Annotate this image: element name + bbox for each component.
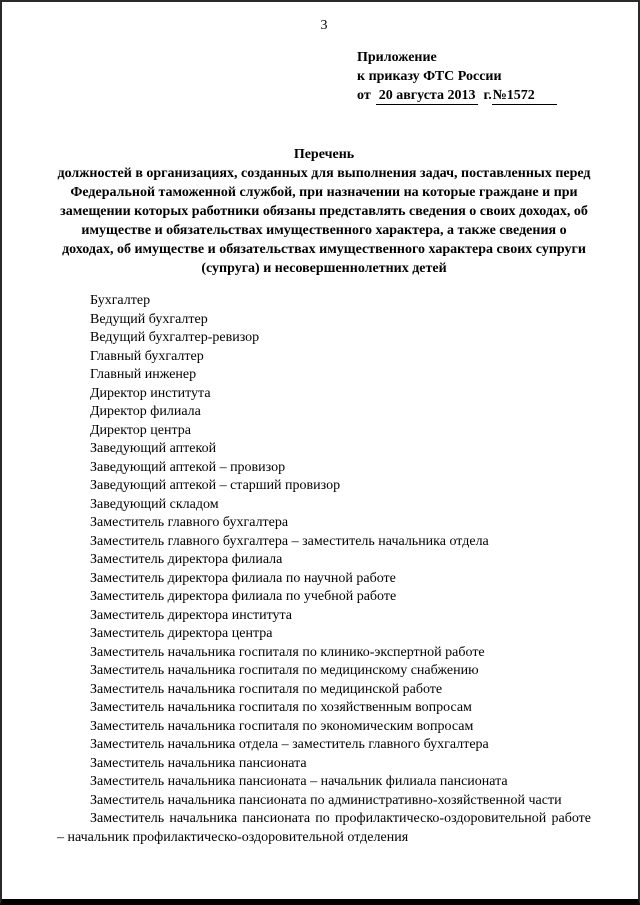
position-item: Ведущий бухгалтер [90, 311, 208, 327]
position-item: Директор центра [90, 422, 192, 438]
position-item: Заведующий аптекой – старший провизор [90, 478, 341, 493]
position-item: Заместитель начальника пансионата по административно-хозяйственной части [90, 792, 562, 808]
title-body: должностей в организациях, созданных для выполнения задач, поставленных перед Федеральной таможенной службой, при назначении на которые граждане и при замещении которых работники обязаны представлять сведения о своих доходах, об имуществе и обязательствах имущественного характера, а также сведения о доходах, об имуществе и обязательствах имущественного характера своих супруги (супруга) и несовершеннолетних детей [57, 166, 591, 276]
position-item: Заместитель начальника пансионата по профилактическо-оздоровительной работе – начальник профилактическо-оздоровительной отделения [57, 811, 591, 845]
position-item: Заведующий аптекой [90, 441, 217, 456]
position-item: Ведущий бухгалтер-ревизор [90, 330, 260, 345]
appendix-year-suffix: г. [483, 88, 492, 103]
position-item: Заведующий аптекой – провизор [90, 459, 286, 475]
position-item: Заместитель главного бухгалтера – заместитель начальника отдела [90, 533, 489, 549]
position-item: Директор филиала [90, 404, 201, 419]
position-item: Заместитель начальника госпиталя по клинико-экспертной работе [90, 644, 485, 660]
page-number: 3 [320, 18, 328, 33]
position-item: Заместитель директора института [90, 607, 293, 623]
appendix-line-2: к приказу ФТС России [357, 69, 502, 84]
position-item: Директор института [90, 385, 211, 401]
position-item: Заместитель директора филиала по учебной работе [90, 589, 397, 604]
position-item: Заместитель главного бухгалтера [90, 515, 289, 530]
position-item: Заведующий складом [90, 496, 219, 512]
position-item: Заместитель начальника госпиталя по медицинской работе [90, 681, 443, 697]
position-item: Бухгалтер [90, 293, 151, 308]
position-item: Заместитель начальника пансионата – начальник филиала пансионата [90, 774, 508, 789]
appendix-order-number: №1572 [492, 88, 557, 105]
position-item: Главный инженер [90, 367, 197, 382]
positions-list [57, 292, 591, 847]
position-item: Заместитель начальника госпиталя по хозяйственным вопросам [90, 700, 472, 715]
appendix-date-prefix: от [357, 88, 371, 103]
appendix-date-value: 20 августа 2013 [376, 88, 479, 105]
appendix-line-3 [357, 86, 591, 105]
appendix-line-1: Приложение [357, 50, 437, 65]
title-heading: Перечень [293, 147, 355, 162]
position-item: Заместитель начальника отдела – заместитель главного бухгалтера [90, 737, 489, 752]
position-item: Заместитель начальника госпиталя по экономическим вопросам [90, 718, 474, 734]
position-item: Главный бухгалтер [90, 348, 204, 364]
document-title [57, 145, 591, 278]
position-item: Заместитель директора филиала [90, 552, 283, 567]
position-item: Заместитель директора филиала по научной работе [90, 570, 396, 586]
position-item: Заместитель начальника госпиталя по медицинскому снабжению [90, 663, 479, 678]
appendix-block [357, 48, 591, 105]
position-item: Заместитель начальника пансионата [90, 755, 307, 771]
position-item: Заместитель директора центра [90, 626, 273, 641]
